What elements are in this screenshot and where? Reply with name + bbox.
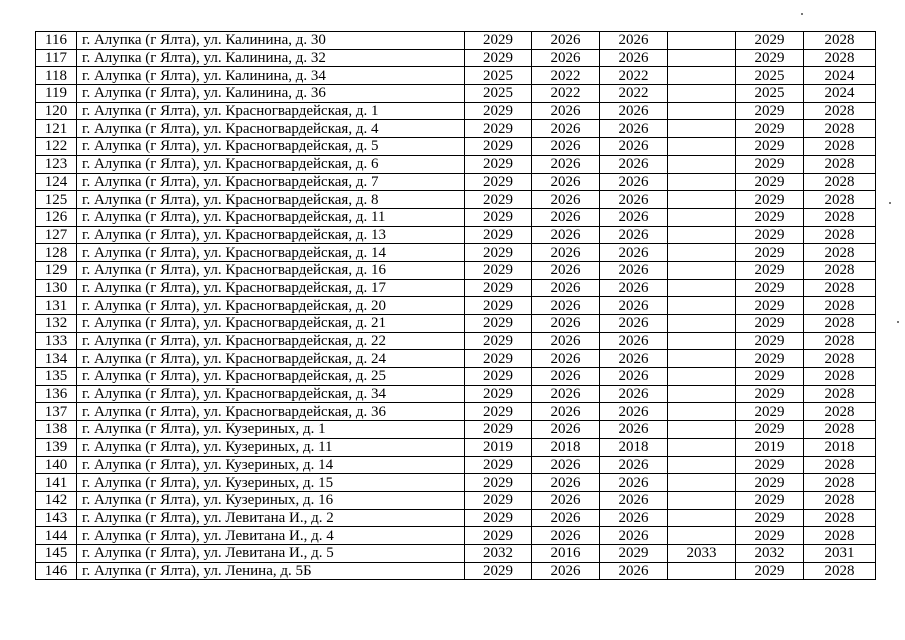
year-cell: 2026 xyxy=(600,491,668,509)
year-cell: 2029 xyxy=(465,315,532,333)
table-row xyxy=(36,509,876,527)
year-cell: 2029 xyxy=(465,474,532,492)
address-cell: г. Алупка (г Ялта), ул. Красногвардейская, д. 7 xyxy=(77,173,465,191)
year-cell xyxy=(668,438,736,456)
year-cell: 2028 xyxy=(804,368,876,386)
table-row xyxy=(36,173,876,191)
address-cell: г. Алупка (г Ялта), ул. Ленина, д. 5Б xyxy=(77,562,465,580)
year-cell: 2029 xyxy=(736,368,804,386)
table-row xyxy=(36,350,876,368)
row-number-cell: 143 xyxy=(36,509,77,527)
row-number-cell: 139 xyxy=(36,438,77,456)
row-number-cell: 146 xyxy=(36,562,77,580)
year-cell: 2024 xyxy=(804,85,876,103)
year-cell: 2028 xyxy=(804,332,876,350)
year-cell: 2026 xyxy=(600,155,668,173)
year-cell: 2026 xyxy=(600,173,668,191)
table-row xyxy=(36,385,876,403)
scan-speck xyxy=(801,13,803,15)
scan-speck xyxy=(889,202,891,204)
year-cell: 2028 xyxy=(804,155,876,173)
year-cell: 2029 xyxy=(736,32,804,50)
table-row xyxy=(36,226,876,244)
table-row xyxy=(36,208,876,226)
year-cell: 2026 xyxy=(532,155,600,173)
year-cell: 2029 xyxy=(465,332,532,350)
year-cell xyxy=(668,155,736,173)
year-cell: 2025 xyxy=(465,85,532,103)
year-cell: 2028 xyxy=(804,491,876,509)
year-cell: 2029 xyxy=(600,544,668,562)
table-row xyxy=(36,297,876,315)
address-cell: г. Алупка (г Ялта), ул. Калинина, д. 34 xyxy=(77,67,465,85)
year-cell: 2022 xyxy=(532,67,600,85)
address-cell: г. Алупка (г Ялта), ул. Калинина, д. 30 xyxy=(77,32,465,50)
year-cell: 2026 xyxy=(600,279,668,297)
year-cell: 2028 xyxy=(804,120,876,138)
year-cell: 2025 xyxy=(465,67,532,85)
year-cell: 2026 xyxy=(600,456,668,474)
year-cell: 2026 xyxy=(600,102,668,120)
row-number-cell: 131 xyxy=(36,297,77,315)
address-cell: г. Алупка (г Ялта), ул. Красногвардейская, д. 14 xyxy=(77,244,465,262)
year-cell: 2029 xyxy=(736,385,804,403)
address-cell: г. Алупка (г Ялта), ул. Красногвардейская, д. 8 xyxy=(77,191,465,209)
year-cell xyxy=(668,120,736,138)
year-cell: 2029 xyxy=(736,261,804,279)
year-cell: 2029 xyxy=(465,138,532,156)
address-cell: г. Алупка (г Ялта), ул. Красногвардейская, д. 6 xyxy=(77,155,465,173)
year-cell: 2026 xyxy=(600,403,668,421)
document-table xyxy=(35,31,876,580)
year-cell: 2028 xyxy=(804,279,876,297)
table-row xyxy=(36,102,876,120)
address-cell: г. Алупка (г Ялта), ул. Левитана И., д. 2 xyxy=(77,509,465,527)
year-cell: 2029 xyxy=(465,297,532,315)
year-cell: 2026 xyxy=(532,208,600,226)
year-cell: 2026 xyxy=(532,244,600,262)
table-row xyxy=(36,279,876,297)
year-cell: 2026 xyxy=(532,421,600,439)
year-cell: 2029 xyxy=(465,527,532,545)
year-cell xyxy=(668,279,736,297)
year-cell: 2026 xyxy=(600,49,668,67)
year-cell: 2026 xyxy=(600,226,668,244)
year-cell: 2026 xyxy=(532,226,600,244)
year-cell: 2029 xyxy=(736,350,804,368)
year-cell: 2026 xyxy=(532,297,600,315)
row-number-cell: 135 xyxy=(36,368,77,386)
year-cell: 2025 xyxy=(736,85,804,103)
scan-speck xyxy=(897,321,899,323)
year-cell: 2026 xyxy=(600,32,668,50)
year-cell: 2029 xyxy=(736,332,804,350)
year-cell xyxy=(668,527,736,545)
year-cell: 2026 xyxy=(600,261,668,279)
address-cell: г. Алупка (г Ялта), ул. Красногвардейская, д. 21 xyxy=(77,315,465,333)
table-row xyxy=(36,49,876,67)
year-cell: 2029 xyxy=(465,226,532,244)
table-row xyxy=(36,491,876,509)
year-cell: 2029 xyxy=(465,261,532,279)
year-cell: 2026 xyxy=(532,49,600,67)
row-number-cell: 116 xyxy=(36,32,77,50)
table-row xyxy=(36,456,876,474)
year-cell: 2026 xyxy=(532,491,600,509)
year-cell xyxy=(668,191,736,209)
year-cell xyxy=(668,261,736,279)
address-cell: г. Алупка (г Ялта), ул. Красногвардейская, д. 13 xyxy=(77,226,465,244)
year-cell: 2028 xyxy=(804,456,876,474)
year-cell xyxy=(668,509,736,527)
year-cell: 2029 xyxy=(736,509,804,527)
year-cell: 2029 xyxy=(736,456,804,474)
year-cell: 2026 xyxy=(532,120,600,138)
year-cell: 2026 xyxy=(600,191,668,209)
year-cell: 2026 xyxy=(600,474,668,492)
address-cell: г. Алупка (г Ялта), ул. Красногвардейская, д. 36 xyxy=(77,403,465,421)
year-cell: 2029 xyxy=(736,474,804,492)
year-cell: 2028 xyxy=(804,49,876,67)
year-cell: 2028 xyxy=(804,421,876,439)
year-cell: 2029 xyxy=(465,102,532,120)
table-body xyxy=(36,32,876,580)
year-cell: 2028 xyxy=(804,562,876,580)
year-cell xyxy=(668,226,736,244)
row-number-cell: 118 xyxy=(36,67,77,85)
row-number-cell: 141 xyxy=(36,474,77,492)
table-row xyxy=(36,191,876,209)
year-cell: 2029 xyxy=(736,226,804,244)
table-row xyxy=(36,421,876,439)
year-cell: 2028 xyxy=(804,244,876,262)
address-cell: г. Алупка (г Ялта), ул. Кузериных, д. 15 xyxy=(77,474,465,492)
year-cell: 2026 xyxy=(600,208,668,226)
year-cell: 2026 xyxy=(600,120,668,138)
year-cell xyxy=(668,403,736,421)
year-cell: 2029 xyxy=(736,491,804,509)
table-row xyxy=(36,403,876,421)
year-cell: 2029 xyxy=(736,297,804,315)
address-cell: г. Алупка (г Ялта), ул. Красногвардейская, д. 22 xyxy=(77,332,465,350)
year-cell xyxy=(668,456,736,474)
year-cell: 2026 xyxy=(600,527,668,545)
year-cell: 2032 xyxy=(736,544,804,562)
row-number-cell: 120 xyxy=(36,102,77,120)
year-cell xyxy=(668,138,736,156)
year-cell: 2026 xyxy=(600,332,668,350)
address-cell: г. Алупка (г Ялта), ул. Красногвардейская, д. 5 xyxy=(77,138,465,156)
year-cell: 2029 xyxy=(465,403,532,421)
year-cell: 2028 xyxy=(804,208,876,226)
year-cell xyxy=(668,173,736,191)
year-cell xyxy=(668,297,736,315)
table-row xyxy=(36,368,876,386)
table-row xyxy=(36,474,876,492)
row-number-cell: 142 xyxy=(36,491,77,509)
year-cell: 2029 xyxy=(736,315,804,333)
year-cell: 2025 xyxy=(736,67,804,85)
year-cell: 2029 xyxy=(465,509,532,527)
year-cell: 2026 xyxy=(532,368,600,386)
year-cell: 2029 xyxy=(736,173,804,191)
year-cell: 2028 xyxy=(804,527,876,545)
year-cell: 2026 xyxy=(532,173,600,191)
row-number-cell: 119 xyxy=(36,85,77,103)
year-cell: 2026 xyxy=(532,332,600,350)
year-cell: 2029 xyxy=(736,527,804,545)
year-cell: 2026 xyxy=(532,32,600,50)
row-number-cell: 140 xyxy=(36,456,77,474)
year-cell: 2019 xyxy=(736,438,804,456)
address-cell: г. Алупка (г Ялта), ул. Левитана И., д. 5 xyxy=(77,544,465,562)
address-cell: г. Алупка (г Ялта), ул. Красногвардейская, д. 25 xyxy=(77,368,465,386)
year-cell: 2029 xyxy=(465,49,532,67)
year-cell: 2026 xyxy=(600,509,668,527)
year-cell: 2018 xyxy=(804,438,876,456)
year-cell: 2031 xyxy=(804,544,876,562)
table-row xyxy=(36,67,876,85)
address-cell: г. Алупка (г Ялта), ул. Кузериных, д. 1 xyxy=(77,421,465,439)
year-cell xyxy=(668,85,736,103)
row-number-cell: 122 xyxy=(36,138,77,156)
year-cell: 2029 xyxy=(465,173,532,191)
year-cell: 2028 xyxy=(804,173,876,191)
year-cell: 2029 xyxy=(736,403,804,421)
table-row xyxy=(36,527,876,545)
address-cell: г. Алупка (г Ялта), ул. Красногвардейская, д. 1 xyxy=(77,102,465,120)
year-cell: 2026 xyxy=(532,527,600,545)
year-cell xyxy=(668,32,736,50)
year-cell: 2026 xyxy=(600,421,668,439)
year-cell: 2029 xyxy=(465,456,532,474)
year-cell: 2026 xyxy=(600,562,668,580)
address-cell: г. Алупка (г Ялта), ул. Калинина, д. 36 xyxy=(77,85,465,103)
address-cell: г. Алупка (г Ялта), ул. Кузериных, д. 11 xyxy=(77,438,465,456)
year-cell: 2029 xyxy=(736,208,804,226)
year-cell: 2028 xyxy=(804,315,876,333)
year-cell: 2024 xyxy=(804,67,876,85)
address-cell: г. Алупка (г Ялта), ул. Левитана И., д. 4 xyxy=(77,527,465,545)
year-cell: 2029 xyxy=(465,491,532,509)
year-cell xyxy=(668,49,736,67)
table-row xyxy=(36,32,876,50)
year-cell: 2028 xyxy=(804,261,876,279)
year-cell: 2018 xyxy=(600,438,668,456)
table-row xyxy=(36,120,876,138)
year-cell: 2028 xyxy=(804,403,876,421)
year-cell: 2022 xyxy=(600,85,668,103)
row-number-cell: 134 xyxy=(36,350,77,368)
table-row xyxy=(36,438,876,456)
row-number-cell: 138 xyxy=(36,421,77,439)
year-cell: 2026 xyxy=(600,350,668,368)
year-cell: 2029 xyxy=(736,102,804,120)
year-cell: 2026 xyxy=(600,138,668,156)
year-cell: 2029 xyxy=(736,279,804,297)
year-cell: 2029 xyxy=(465,191,532,209)
year-cell: 2028 xyxy=(804,226,876,244)
year-cell: 2029 xyxy=(465,350,532,368)
row-number-cell: 125 xyxy=(36,191,77,209)
year-cell: 2028 xyxy=(804,385,876,403)
year-cell: 2028 xyxy=(804,32,876,50)
year-cell: 2026 xyxy=(532,138,600,156)
row-number-cell: 117 xyxy=(36,49,77,67)
year-cell: 2029 xyxy=(465,120,532,138)
year-cell xyxy=(668,102,736,120)
row-number-cell: 126 xyxy=(36,208,77,226)
address-cell: г. Алупка (г Ялта), ул. Красногвардейская, д. 34 xyxy=(77,385,465,403)
table-row xyxy=(36,315,876,333)
year-cell: 2026 xyxy=(532,562,600,580)
table-row xyxy=(36,85,876,103)
year-cell: 2026 xyxy=(532,102,600,120)
year-cell: 2028 xyxy=(804,138,876,156)
table-row xyxy=(36,562,876,580)
table-row xyxy=(36,332,876,350)
row-number-cell: 145 xyxy=(36,544,77,562)
year-cell: 2029 xyxy=(736,421,804,439)
row-number-cell: 121 xyxy=(36,120,77,138)
year-cell xyxy=(668,421,736,439)
year-cell xyxy=(668,315,736,333)
year-cell: 2029 xyxy=(736,120,804,138)
year-cell xyxy=(668,244,736,262)
year-cell: 2022 xyxy=(532,85,600,103)
year-cell: 2026 xyxy=(532,191,600,209)
year-cell: 2029 xyxy=(465,562,532,580)
year-cell: 2026 xyxy=(532,261,600,279)
year-cell: 2019 xyxy=(465,438,532,456)
table-row xyxy=(36,138,876,156)
year-cell: 2029 xyxy=(465,244,532,262)
row-number-cell: 128 xyxy=(36,244,77,262)
year-cell: 2029 xyxy=(465,368,532,386)
address-cell: г. Алупка (г Ялта), ул. Кузериных, д. 14 xyxy=(77,456,465,474)
year-cell: 2028 xyxy=(804,297,876,315)
year-cell: 2029 xyxy=(736,191,804,209)
table-row xyxy=(36,261,876,279)
year-cell: 2026 xyxy=(600,244,668,262)
year-cell: 2029 xyxy=(465,421,532,439)
address-cell: г. Алупка (г Ялта), ул. Красногвардейская, д. 20 xyxy=(77,297,465,315)
row-number-cell: 130 xyxy=(36,279,77,297)
year-cell xyxy=(668,562,736,580)
row-number-cell: 132 xyxy=(36,315,77,333)
address-cell: г. Алупка (г Ялта), ул. Кузериных, д. 16 xyxy=(77,491,465,509)
year-cell: 2029 xyxy=(736,138,804,156)
year-cell: 2018 xyxy=(532,438,600,456)
year-cell: 2026 xyxy=(532,385,600,403)
address-cell: г. Алупка (г Ялта), ул. Калинина, д. 32 xyxy=(77,49,465,67)
row-number-cell: 144 xyxy=(36,527,77,545)
year-cell: 2028 xyxy=(804,474,876,492)
year-cell: 2033 xyxy=(668,544,736,562)
table-row xyxy=(36,544,876,562)
address-cell: г. Алупка (г Ялта), ул. Красногвардейская, д. 16 xyxy=(77,261,465,279)
year-cell xyxy=(668,67,736,85)
year-cell: 2029 xyxy=(736,244,804,262)
address-cell: г. Алупка (г Ялта), ул. Красногвардейская, д. 4 xyxy=(77,120,465,138)
row-number-cell: 123 xyxy=(36,155,77,173)
year-cell: 2029 xyxy=(465,155,532,173)
year-cell xyxy=(668,491,736,509)
year-cell xyxy=(668,350,736,368)
year-cell: 2026 xyxy=(532,509,600,527)
year-cell xyxy=(668,368,736,386)
year-cell: 2032 xyxy=(465,544,532,562)
row-number-cell: 124 xyxy=(36,173,77,191)
year-cell: 2026 xyxy=(600,315,668,333)
year-cell xyxy=(668,208,736,226)
table-row xyxy=(36,244,876,262)
year-cell: 2026 xyxy=(532,350,600,368)
row-number-cell: 137 xyxy=(36,403,77,421)
table-row xyxy=(36,155,876,173)
address-cell: г. Алупка (г Ялта), ул. Красногвардейская, д. 11 xyxy=(77,208,465,226)
address-cell: г. Алупка (г Ялта), ул. Красногвардейская, д. 17 xyxy=(77,279,465,297)
year-cell: 2026 xyxy=(532,403,600,421)
year-cell: 2016 xyxy=(532,544,600,562)
year-cell: 2029 xyxy=(465,208,532,226)
year-cell: 2026 xyxy=(532,315,600,333)
year-cell: 2029 xyxy=(465,385,532,403)
year-cell: 2026 xyxy=(600,385,668,403)
year-cell: 2026 xyxy=(532,456,600,474)
year-cell: 2029 xyxy=(465,32,532,50)
row-number-cell: 127 xyxy=(36,226,77,244)
year-cell: 2029 xyxy=(736,562,804,580)
year-cell: 2028 xyxy=(804,350,876,368)
year-cell: 2026 xyxy=(600,297,668,315)
year-cell: 2028 xyxy=(804,509,876,527)
year-cell xyxy=(668,385,736,403)
year-cell: 2028 xyxy=(804,102,876,120)
year-cell: 2029 xyxy=(465,279,532,297)
year-cell: 2028 xyxy=(804,191,876,209)
row-number-cell: 133 xyxy=(36,332,77,350)
address-cell: г. Алупка (г Ялта), ул. Красногвардейская, д. 24 xyxy=(77,350,465,368)
year-cell: 2029 xyxy=(736,155,804,173)
year-cell: 2029 xyxy=(736,49,804,67)
year-cell: 2022 xyxy=(600,67,668,85)
year-cell xyxy=(668,332,736,350)
row-number-cell: 129 xyxy=(36,261,77,279)
year-cell: 2026 xyxy=(600,368,668,386)
year-cell: 2026 xyxy=(532,279,600,297)
year-cell xyxy=(668,474,736,492)
row-number-cell: 136 xyxy=(36,385,77,403)
year-cell: 2026 xyxy=(532,474,600,492)
